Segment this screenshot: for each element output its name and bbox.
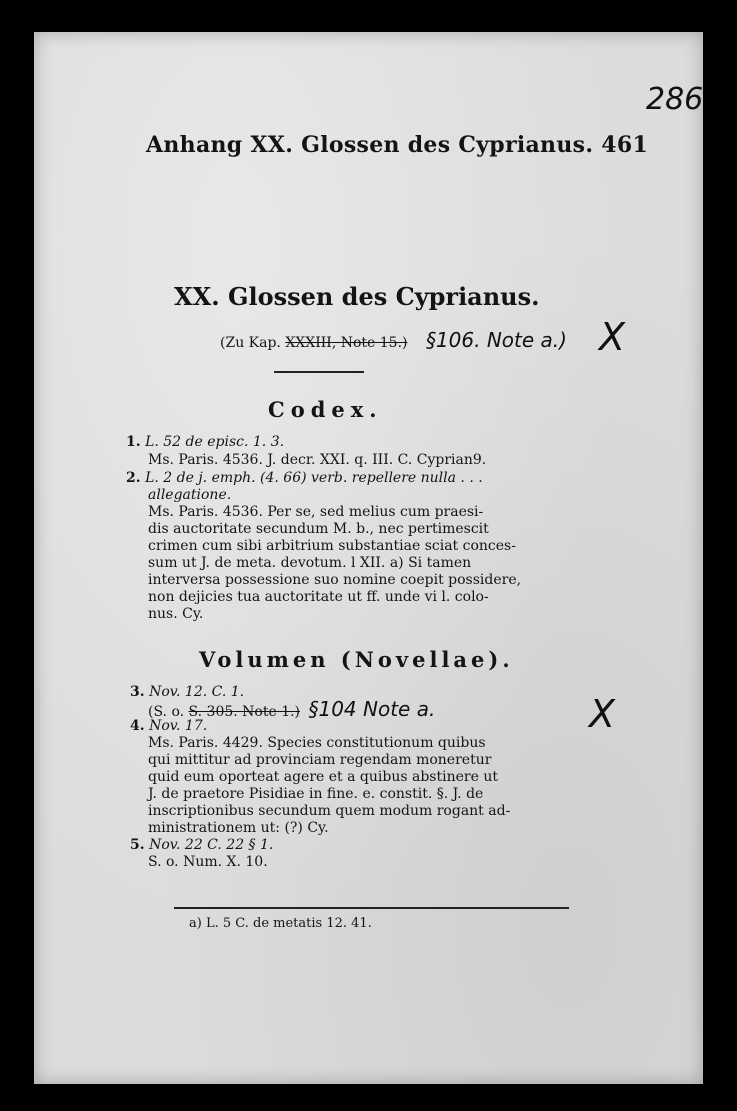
entry-line: S. o. Num. X. 10. (148, 854, 268, 870)
volumen-entry-4 (130, 718, 207, 735)
entry-line: Ms. Paris. 4536. J. decr. XXI. q. III. C. Cyprian9. (148, 452, 487, 468)
entry-line: inscriptionibus secundum quem modum rogant ad- (148, 803, 511, 819)
entry-ref: L. 52 de episc. 1. 3. (145, 434, 285, 450)
footnote: a) L. 5 C. de metatis 12. 41. (189, 916, 372, 931)
entry-line: dis auctoritate secundum M. b., nec pertimescit (148, 521, 489, 537)
x-mark-1: X (599, 315, 626, 359)
x-mark-2: X (589, 692, 616, 736)
entry-line2-struck: S. 305. Note 1.) (188, 704, 301, 720)
entry-line: Ms. Paris. 4536. Per se, sed melius cum praesi- (148, 504, 484, 520)
entry-number: 3. (130, 684, 145, 700)
running-header: Anhang XX. Glossen des Cyprianus. 461 (146, 132, 649, 158)
entry-line: sum ut J. de meta. devotum. l XII. a) Si tamen (148, 555, 472, 571)
title-rule (274, 371, 364, 373)
volumen-entry-3 (130, 684, 244, 701)
entry-line: qui mittitur ad provinciam regendam moneretur (148, 752, 492, 768)
entry-number: 1. (126, 434, 141, 450)
page-title: XX. Glossen des Cyprianus. (174, 282, 540, 311)
entry-line: Ms. Paris. 4429. Species constitutionum quibus (148, 735, 486, 751)
codex-entry-2 (126, 470, 483, 487)
reference-handwritten: §106. Note a.) (425, 328, 567, 352)
codex-heading: Codex. (268, 397, 383, 422)
entry-ref: Nov. 12. C. 1. (149, 684, 245, 700)
volumen-entry-5 (130, 837, 273, 854)
entry-line: ministrationem ut: (?) Cy. (148, 820, 329, 836)
volumen-heading: Volumen (Novellae). (199, 647, 514, 672)
entry-line: quid eum oporteat agere et a quibus abstinere ut (148, 769, 498, 785)
entry-line2-prefix: (S. o. (148, 704, 185, 720)
entry-line2-handwritten: §104 Note a. (308, 697, 436, 721)
entry-line: crimen cum sibi arbitrium substantiae sciat conces- (148, 538, 516, 554)
entry-ref: Nov. 17. (149, 718, 208, 734)
entry-line: nus. Cy. (148, 606, 204, 622)
entry-number: 5. (130, 837, 145, 853)
reference-prefix: (Zu Kap. (220, 335, 281, 351)
document-page (34, 32, 703, 1084)
footnote-rule (174, 907, 569, 909)
entry-line: non dejicies tua auctoritate ut ff. unde vi l. colo- (148, 589, 489, 605)
entry-ref: Nov. 22 C. 22 § 1. (149, 837, 274, 853)
entry-line: interversa possessione suo nomine coepit possidere, (148, 572, 522, 588)
entry-line: J. de praetore Pisidiae in fine. e. constit. §. J. de (148, 786, 484, 802)
entry-ref-cont: allegatione. (148, 487, 232, 503)
entry-number: 4. (130, 718, 145, 734)
entry-number: 2. (126, 470, 141, 486)
codex-entry-1 (126, 434, 284, 451)
handwritten-page-number: 286 (646, 82, 704, 117)
entry-ref: L. 2 de j. emph. (4. 66) verb. repellere nulla . . . (145, 470, 483, 486)
reference-struck: XXXIII, Note 15.) (285, 335, 408, 351)
chapter-reference (220, 328, 567, 352)
